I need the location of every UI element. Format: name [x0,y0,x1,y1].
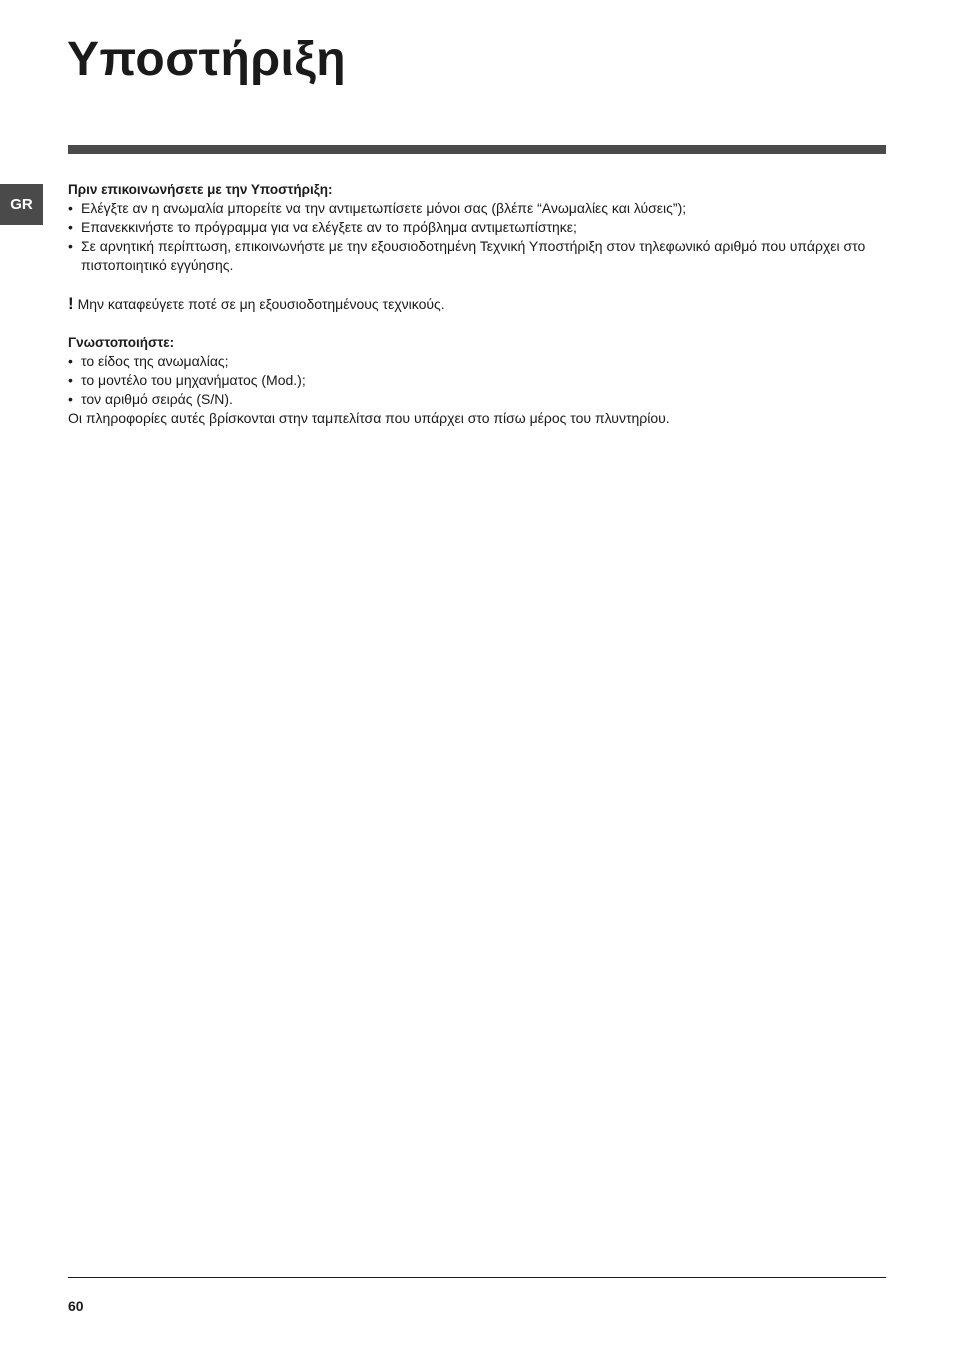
footer-divider [68,1277,886,1278]
language-tab: GR [0,184,43,225]
spacer [68,314,888,333]
spacer [68,275,888,294]
rating-plate-note: Οι πληροφορίες αυτές βρίσκονται στην ταμπελίτσα που υπάρχει στο πίσω μέρος του πλυντηρίου. [68,410,670,426]
section-heading-notify: Γνωστοποιήστε: [68,335,175,350]
list-item: • Ελέγξτε αν η ανωμαλία μπορείτε να την αντιμετωπίσετε μόνοι σας (βλέπε “Ανωμαλίες και λύσεις”); [68,199,888,218]
page-title: Υποστήριξη [67,33,347,86]
section-heading-before-contact: Πριν επικοινωνήσετε με την Υποστήριξη: [68,182,333,197]
warning-text: Μην καταφεύγετε ποτέ σε μη εξουσιοδοτημένους τεχνικούς. [77,296,445,312]
list-item: • τον αριθμό σειράς (S/N). [68,390,888,409]
list-item: • το μοντέλο του μηχανήματος (Mod.); [68,371,888,390]
list-item: • Επανεκκινήστε το πρόγραμμα για να ελέγξετε αν το πρόβλημα αντιμετωπίστηκε; [68,218,888,237]
main-content [68,180,888,428]
notify-list [68,352,888,409]
list-item: • Σε αρνητική περίπτωση, επικοινωνήστε με την εξουσιοδοτημένη Τεχνική Υποστήριξη στον τηλεφωνικό αριθμό που υπάρχει στο πιστοποιητικό εγγύησης. [68,237,888,275]
list-item: • το είδος της ανωμαλίας; [68,352,888,371]
exclamation-icon: ! [68,294,74,313]
before-contact-list [68,199,888,275]
page-number: 60 [68,1298,84,1314]
warning-note [68,294,888,314]
title-divider [68,145,886,154]
